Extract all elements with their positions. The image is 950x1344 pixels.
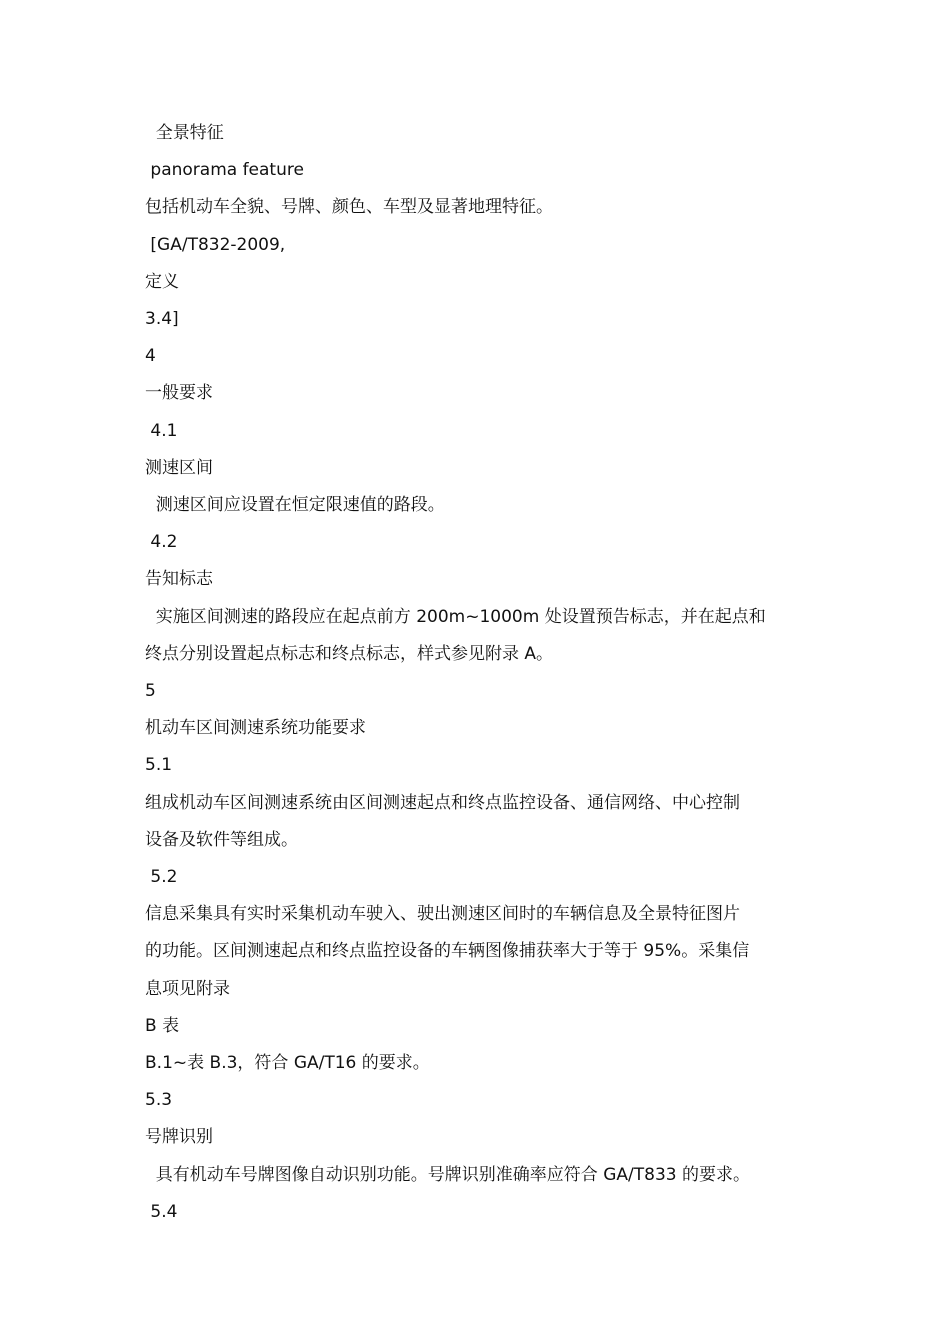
section-5-1-number: 5.1 xyxy=(145,755,173,776)
section-4-1-text: 测速区间应设置在恒定限速值的路段。 xyxy=(145,495,445,516)
term-title-panorama-feature-cn: 全景特征 xyxy=(145,123,224,143)
section-5-title: 机动车区间测速系统功能要求 xyxy=(145,718,366,739)
section-4-2-text-line1: 实施区间测速的路段应在起点前方 200m~1000m 处设置预告标志，并在起点和 xyxy=(145,606,766,627)
section-5-2-text-line3: 息项见附录 xyxy=(145,978,230,999)
section-5-number: 5 xyxy=(145,681,156,702)
section-4-title: 一般要求 xyxy=(145,383,213,404)
section-5-2-text-line5: B.1~表 B.3，符合 GA/T16 的要求。 xyxy=(145,1053,430,1074)
section-5-4-number: 5.4 xyxy=(145,1201,178,1222)
section-5-1-text-line2: 设备及软件等组成。 xyxy=(145,829,298,850)
section-5-1-text-line1: 组成机动车区间测速系统由区间测速起点和终点监控设备、通信网络、中心控制 xyxy=(145,792,740,813)
term-title-panorama-feature-en: panorama feature xyxy=(145,160,304,181)
section-4-number: 4 xyxy=(145,346,156,367)
section-5-2-text-line4: B 表 xyxy=(145,1015,180,1036)
term-source-ref: [GA/T832-2009, xyxy=(145,234,286,255)
section-5-2-number: 5.2 xyxy=(145,867,178,888)
section-5-3-title: 号牌识别 xyxy=(145,1127,213,1148)
section-5-2-text-line1: 信息采集具有实时采集机动车驶入、驶出测速区间时的车辆信息及全景特征图片 xyxy=(145,904,740,925)
section-4-2-title: 告知标志 xyxy=(145,569,213,590)
term-source-label: 定义 xyxy=(145,271,179,292)
section-5-3-text: 具有机动车号牌图像自动识别功能。号牌识别准确率应符合 GA/T833 的要求。 xyxy=(145,1164,750,1185)
section-4-1-title: 测速区间 xyxy=(145,457,213,478)
section-4-1-number: 4.1 xyxy=(145,420,178,441)
section-4-2-number: 4.2 xyxy=(145,532,178,553)
document-body xyxy=(145,115,810,1231)
term-definition: 包括机动车全貌、号牌、颜色、车型及显著地理特征。 xyxy=(145,197,553,218)
section-5-3-number: 5.3 xyxy=(145,1090,173,1111)
section-4-2-text-line2: 终点分别设置起点标志和终点标志，样式参见附录 A。 xyxy=(145,643,554,664)
term-source-number: 3.4] xyxy=(145,309,179,330)
section-5-2-text-line2: 的功能。区间测速起点和终点监控设备的车辆图像捕获率大于等于 95%。采集信 xyxy=(145,941,750,962)
